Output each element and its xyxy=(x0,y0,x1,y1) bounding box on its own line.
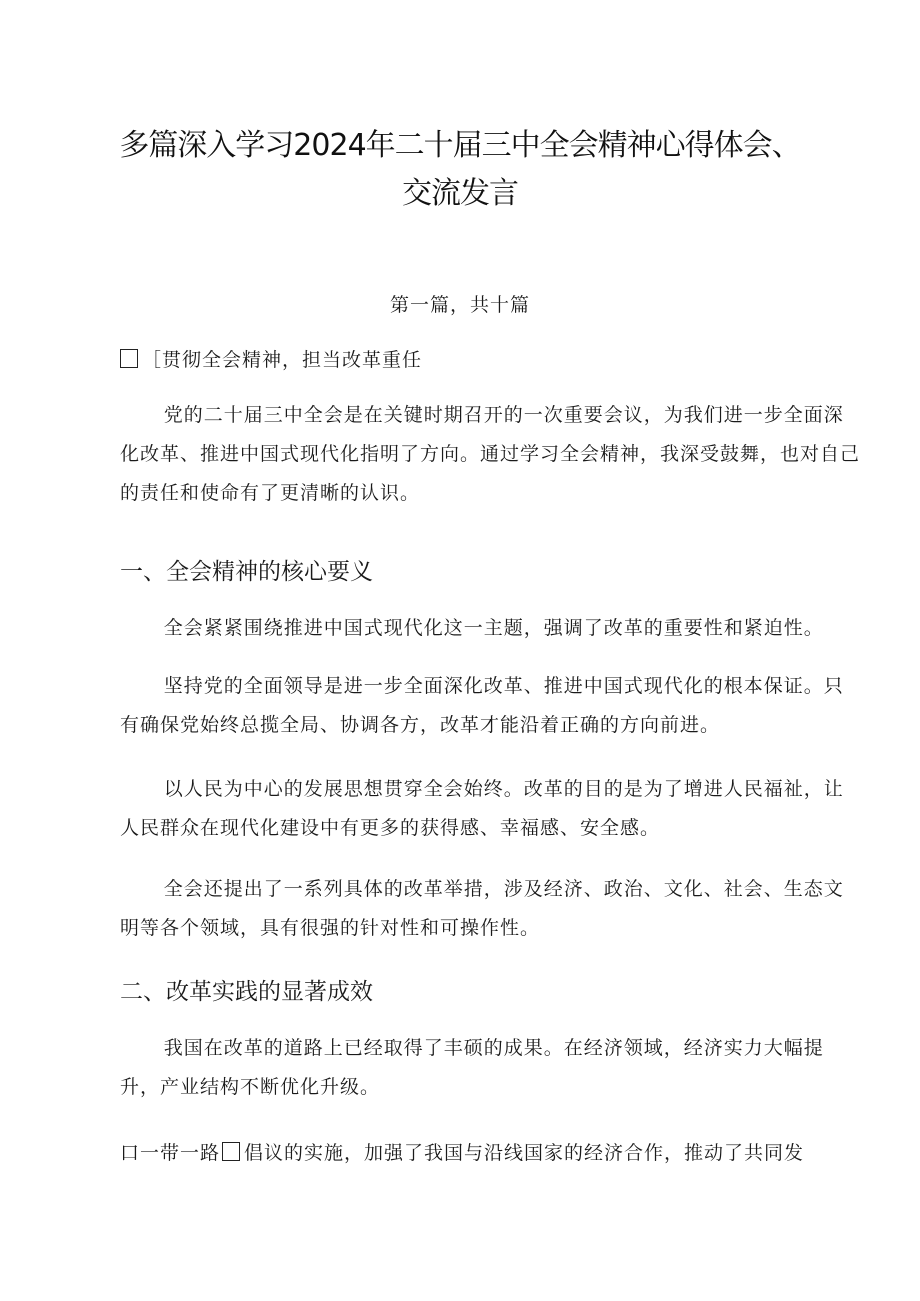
item-1-text: ［贯彻全会精神，担当改革重任 xyxy=(142,349,423,371)
missing-glyph-box-icon xyxy=(222,1142,240,1161)
paragraph-6: 我国在改革的道路上已经取得了丰硕的成果。在经济领域，经济实力大幅提升，产业结构不断优化升级。 xyxy=(120,1037,824,1098)
paragraph-7 xyxy=(120,1138,804,1165)
checkbox-square-icon xyxy=(120,349,138,368)
paragraph-4: 以人民为中心的发展思想贯穿全会始终。改革的目的是为了增进人民福祉，让人民群众在现代化建设中有更多的获得感、幸福感、安全感。 xyxy=(120,778,844,839)
paragraph-7-text: 倡议的实施，加强了我国与沿线国家的经济合作，推动了共同发 xyxy=(244,1142,805,1164)
section-heading-1: 一、全会精神的核心要义 xyxy=(120,559,373,585)
document-title xyxy=(90,122,830,218)
title-line-1: 多篇深入学习2024年二十届三中全会精神心得体会、 xyxy=(119,128,801,163)
section-heading-2: 二、改革实践的显著成效 xyxy=(120,979,373,1005)
paragraph-7-prefix: 口一带一路 xyxy=(120,1142,221,1164)
paragraph-2: 全会紧紧围绕推进中国式现代化这一主题，强调了改革的重要性和紧迫性。 xyxy=(163,617,824,639)
paragraph-3: 坚持党的全面领导是进一步全面深化改革、推进中国式现代化的根本保证。只有确保党始终总揽全局、协调各方，改革才能沿着正确的方向前进。 xyxy=(120,675,844,736)
paragraph-1: 党的二十届三中全会是在关键时期召开的一次重要会议，为我们进一步全面深化改革、推进中国式现代化指明了方向。通过学习全会精神，我深受鼓舞，也对自己的责任和使命有了更清晰的认识。 xyxy=(120,404,861,504)
item-1 xyxy=(120,345,422,372)
paragraph-5: 全会还提出了一系列具体的改革举措，涉及经济、政治、文化、社会、生态文明等各个领域，具有很强的针对性和可操作性。 xyxy=(120,878,844,939)
document-subtitle: 第一篇，共十篇 xyxy=(389,294,530,316)
title-line-2: 交流发言 xyxy=(402,176,518,211)
